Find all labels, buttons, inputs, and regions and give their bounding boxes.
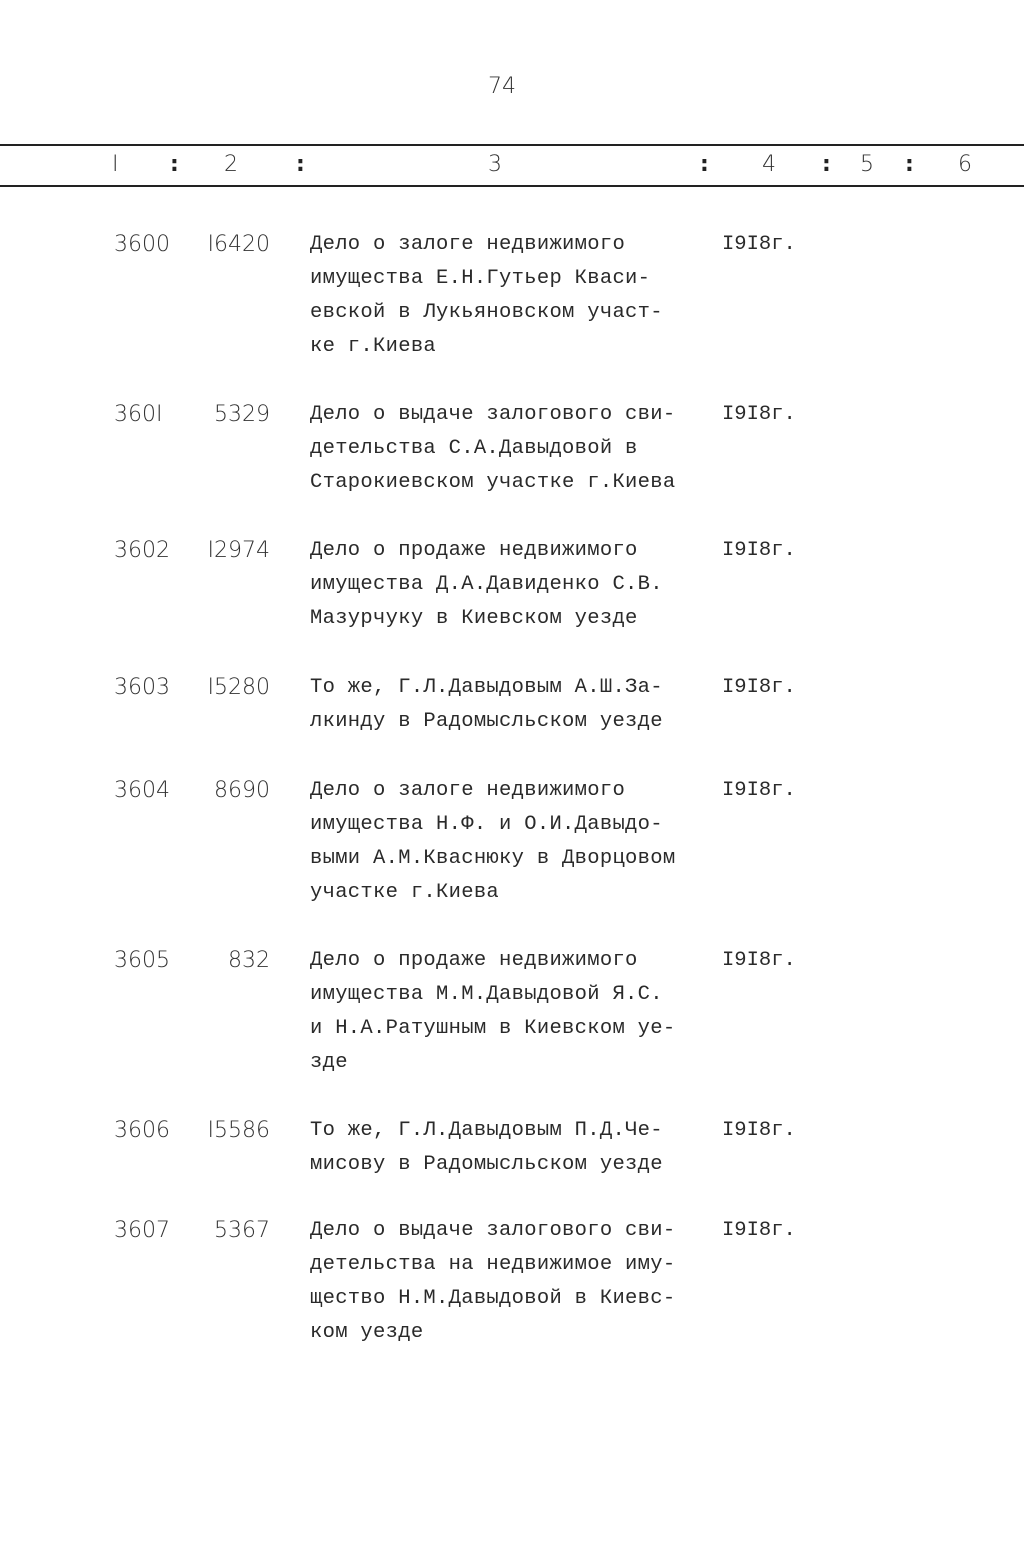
case-description [310,534,730,636]
case-year: I9I8г. [722,949,796,972]
case-description [310,774,730,910]
case-year: I9I8г. [722,539,796,562]
item-number: 3603 [114,675,170,700]
description-line: ке г.Киева [310,335,437,358]
old-number: I5586 [207,1118,270,1143]
old-number: 5329 [214,402,270,427]
description-line: выми А.М.Кваснюку в Дворцовом [310,847,676,870]
description-line: участке г.Киева [310,881,500,904]
case-year: I9I8г. [722,233,796,256]
description-line: евской в Лукьяновском участ- [310,301,663,324]
description-line: щество Н.М.Давыдовой в Киевс- [310,1287,676,1310]
old-number: 8690 [214,778,270,803]
description-line: То же, Г.Л.Давыдовым П.Д.Че- [310,1119,663,1142]
column-separator: : [700,152,709,177]
case-description [310,398,730,500]
item-number: 360I [114,402,163,427]
description-line: лкинду в Радомысльском уезде [310,710,663,733]
description-line: имущества Д.А.Давиденко С.В. [310,573,663,596]
description-line: Дело о выдаче залогового сви- [310,1219,676,1242]
description-line: Дело о продаже недвижимого [310,949,638,972]
case-year: I9I8г. [722,1119,796,1142]
item-number: 3600 [114,232,170,257]
description-line: То же, Г.Л.Давыдовым А.Ш.За- [310,676,663,699]
case-description [310,228,730,364]
case-year: I9I8г. [722,403,796,426]
case-description [310,671,730,739]
column-header-4: 4 [762,152,776,177]
column-header-6: 6 [958,152,972,177]
old-number: I5280 [207,675,270,700]
description-line: детельства С.А.Давыдовой в [310,437,638,460]
column-separator: : [822,152,831,177]
description-line: и Н.А.Ратушным в Киевском уе- [310,1017,676,1040]
case-year: I9I8г. [722,1219,796,1242]
description-line: Дело о залоге недвижимого [310,233,626,256]
description-line: мисову в Радомысльском уезде [310,1153,663,1176]
case-description [310,944,730,1080]
page-number: 74 [488,74,516,99]
description-line: детельства на недвижимое иму- [310,1253,676,1276]
column-header-3: 3 [488,152,502,177]
item-number: 3604 [114,778,170,803]
description-line: ком уезде [310,1321,424,1344]
case-description [310,1114,730,1182]
description-line: Дело о выдаче залогового сви- [310,403,676,426]
old-number: I6420 [207,232,270,257]
column-header-1: I [112,152,119,177]
description-line: имущества Е.Н.Гутьер Кваси- [310,267,651,290]
item-number: 3607 [114,1218,170,1243]
description-line: зде [310,1051,348,1074]
description-line: Дело о залоге недвижимого [310,779,626,802]
case-description [310,1214,730,1350]
old-number: 832 [228,948,270,973]
description-line: Мазурчуку в Киевском уезде [310,607,638,630]
description-line: имущества Н.Ф. и О.И.Давыдо- [310,813,663,836]
item-number: 3602 [114,538,170,563]
header-rule-bottom [0,185,1024,187]
description-line: имущества М.М.Давыдовой Я.С. [310,983,663,1006]
description-line: Старокиевском участке г.Киева [310,471,676,494]
description-line: Дело о продаже недвижимого [310,539,638,562]
old-number: I2974 [207,538,270,563]
header-rule-top [0,144,1024,146]
column-separator: : [296,152,305,177]
column-header-2: 2 [224,152,238,177]
case-year: I9I8г. [722,779,796,802]
column-separator: : [905,152,914,177]
item-number: 3605 [114,948,170,973]
case-year: I9I8г. [722,676,796,699]
old-number: 5367 [214,1218,270,1243]
item-number: 3606 [114,1118,170,1143]
column-separator: : [170,152,179,177]
column-header-5: 5 [860,152,874,177]
